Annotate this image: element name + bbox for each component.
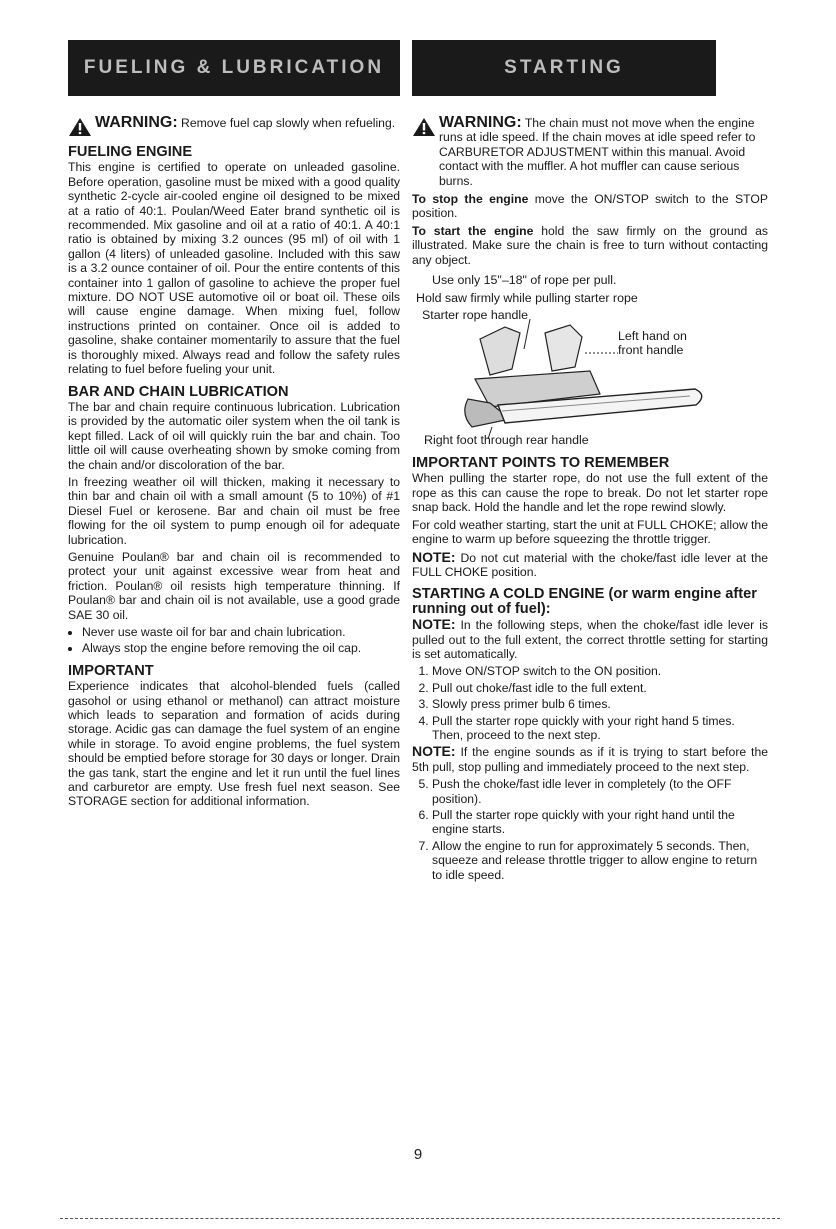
chainsaw-illustration [450,319,710,439]
stop-engine-paragraph [412,192,768,221]
step-item: 3. Slowly press primer bulb 6 times. [432,697,768,711]
fueling-banner: FUELING & LUBRICATION [68,40,400,96]
bullet-item: • Always stop the engine before removing the oil cap. [82,641,400,655]
chain-warning [412,116,768,188]
bar-paragraph-3: Genuine Poulan® bar and chain oil is recommended to protect your unit against excessive wear from heat and friction. Poulan® oil resists high temperature thinning. If Poulan® bar and chain oil is not available, use a good grade SAE 30 oil. [68,549,400,622]
bar-paragraph-2: In freezing weather oil will thicken, making it necessary to thin bar and chain oil with a small amount (5 to 10%) of #1 Diesel Fuel or kerosene. Bar and chain oil must be free flowing for the oil system to pump enough oil for adequate lubrication. [68,474,400,547]
start-engine-paragraph [412,224,768,267]
note-choke [412,550,768,580]
important-heading: IMPORTANT [68,662,154,679]
stop-engine-text: move the ON/STOP switch to the STOP position. [412,192,768,221]
note-steps [412,617,768,661]
fig-hold-caption: Hold saw firmly while pulling starter rope [416,291,638,306]
lubrication-bullets [68,625,400,656]
step-item: 1. Move ON/STOP switch to the ON position. [432,664,768,678]
warning-triangle-icon [68,117,92,137]
step-item: 4. Pull the starter rope quickly with your right hand 5 times. Then, proceed to the next step. [432,714,768,743]
note-label: NOTE: [412,548,456,565]
fig-rope-caption: Use only 15"–18" of rope per pull. [432,273,617,288]
note-label: NOTE: [412,743,456,760]
bottom-rule [60,1218,780,1219]
start-engine-text: hold the saw firmly on the ground as illustrated. Make sure the chain is free to turn without contacting any object. [412,223,768,267]
warning-label: WARNING: [439,114,522,131]
note-text: Do not cut material with the choke/fast idle lever at the FULL CHOKE position. [412,550,769,579]
warning-text: The chain must not move when the engine runs at idle speed. If the chain moves at idle speed refer to CARBURETOR ADJUSTMENT within this manual. Avoid contact with the muffler. A hot muffler can cause serious burns. [439,116,756,188]
step-item: 7. Allow the engine to run for approximately 5 seconds. Then, squeeze and release throttle trigger to allow engine to return to idle speed. [432,839,768,882]
warning-triangle-icon [412,117,436,137]
fueling-heading: FUELING ENGINE [68,144,193,160]
step-item: 6. Pull the starter rope quickly with your right hand until the engine starts. [432,808,768,837]
note-fifth-pull [412,744,768,774]
starting-illustration [412,273,768,448]
fig-right-foot-caption: Right foot through rear handle [424,433,589,448]
warning-text: Remove fuel cap slowly when refueling. [181,116,396,130]
fuel-warning [68,116,400,137]
start-steps-part-2 [412,777,768,882]
fueling-paragraph: This engine is certified to operate on unleaded gasoline. Before operation, gasoline must be mixed with a good quality synthetic 2-cycle air-cooled engine oil designed to be mixed at a ratio of 40:1. Poulan/Weed Eater brand synthetic oil is recommended. Mix gasoline and oil at a ratio of 40:1. A 40:1 ratio is obtained by mixing 3.2 ounces (95 ml) of oil with 1 gallon (4 liters) of unleaded gasoline. Included with this saw is a 3.2 ounce container of oil. Pour the entire contents of this container into 1 gallon of gasoline to achieve the proper fuel mixture. DO NOT USE automotive oil or boat oil. These oils will cause engine damage. When mixing fuel, follow instructions printed on container. Once oil is added to gasoline, shake container momentarily to assure that the fuel is thoroughly mixed. Always read and follow the safety rules relating to fuel before fueling your unit. [68,160,400,377]
fig-left-hand-caption: Left hand on front handle [618,329,687,358]
starting-banner: STARTING [412,40,716,96]
note-text: If the engine sounds as if it is trying to start before the 5th pull, stop pulling and immediately proceed to the next step. [412,745,769,774]
fig-handle-caption: Starter rope handle [422,308,529,323]
step-item: 5. Push the choke/fast idle lever in completely (to the OFF position). [432,777,768,806]
note-label: NOTE: [412,616,456,633]
warning-label: WARNING: [95,114,178,131]
points-paragraph-1: When pulling the starter rope, do not use the full extent of the rope as this can cause the rope to break. Do not let starter rope snap back. Hold the handle and let the rope rewind slowly. [412,471,768,515]
important-points-heading: IMPORTANT POINTS TO REMEMBER [412,455,670,472]
points-paragraph-2: For cold weather starting, start the unit at FULL CHOKE; allow the engine to warm up before squeezing the throttle trigger. [412,517,768,547]
start-steps-part-1 [412,664,768,742]
cold-engine-heading: STARTING A COLD ENGINE (or warm engine after running out of fuel): [412,586,757,617]
bar-paragraph-1: The bar and chain require continuous lubrication. Lubrication is provided by the automatic oiler system when the oil tank is kept filled. Lack of oil will quickly ruin the bar and chain. Too little oil will cause overheating shown by smoke coming from the chain and/or discoloration of the bar. [68,399,400,472]
step-item: 2. Pull out choke/fast idle to the full extent. [432,681,768,695]
page-number: 9 [413,1146,423,1163]
start-engine-label: To start the engine [412,223,534,238]
bar-chain-heading: BAR AND CHAIN LUBRICATION [68,383,289,400]
stop-engine-label: To stop the engine [412,192,529,207]
note-text: In the following steps, when the choke/fast idle lever is pulled out to the full extent, the correct throttle setting for starting is set automatically. [412,618,769,661]
bullet-item: • Never use waste oil for bar and chain lubrication. [82,625,400,639]
important-paragraph: Experience indicates that alcohol-blended fuels (called gasohol or using ethanol or methanol) can attract moisture which leads to separation and formation of acids during storage. Acidic gas can damage the fuel system of an engine while in storage. To avoid engine problems, the fuel system should be emptied before storage for 30 days or longer. Drain the gas tank, start the engine and let it run until the fuel lines and carburetor are empty. Use fresh fuel next season. See STORAGE section for additional information. [68,679,400,809]
